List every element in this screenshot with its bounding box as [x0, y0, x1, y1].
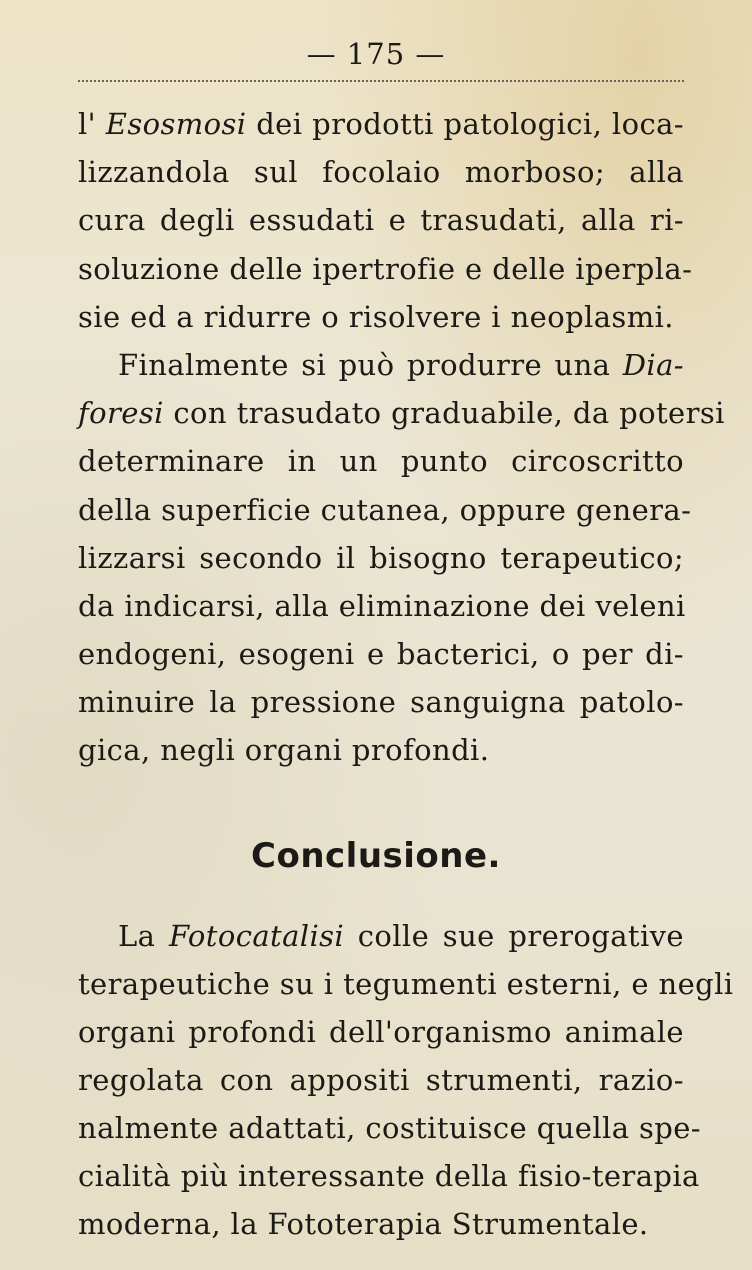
italic-term: Fotocatalisi	[169, 919, 345, 953]
text-line: moderna, la Fototerapia Strumentale.	[78, 1207, 649, 1241]
text-line: foresi con trasudato graduabile, da potersi	[78, 396, 725, 430]
text-line: lizzandola sul focolaio morboso; alla	[78, 155, 684, 189]
text-line: Finalmente si può produrre una Dia-	[118, 348, 684, 382]
text-line: endogeni, esogeni e bacterici, o per di-	[78, 637, 684, 671]
italic-term: Dia-	[622, 348, 684, 382]
text-line: gica, negli organi profondi.	[78, 733, 490, 767]
page-number: — 175 —	[306, 37, 446, 71]
header-dotted-rule	[78, 80, 684, 82]
text-line: sie ed a ridurre o risolvere i neoplasmi.	[78, 300, 674, 334]
text-line: regolata con appositi strumenti, razio-	[78, 1063, 684, 1097]
text-line: terapeutiche su i tegumenti esterni, e negli	[78, 967, 734, 1001]
text-line: La Fotocatalisi colle sue prerogative	[118, 919, 684, 953]
text-line: minuire la pressione sanguigna patolo-	[78, 685, 684, 719]
section-heading: Conclusione.	[251, 836, 501, 876]
text-line: determinare in un punto circoscritto	[78, 444, 684, 478]
text-line: organi profondi dell'organismo animale	[78, 1015, 684, 1049]
text-line: soluzione delle ipertrofie e delle iperpla-	[78, 252, 693, 286]
text-line: della superficie cutanea, oppure genera-	[78, 493, 692, 527]
italic-term: Esosmosi	[105, 107, 247, 141]
text-line: cialità più interessante della fisio-terapia	[78, 1159, 700, 1193]
text-line: l' Esosmosi dei prodotti patologici, loca-	[78, 107, 684, 141]
text-line: lizzarsi secondo il bisogno terapeutico;	[78, 541, 684, 575]
text-line: da indicarsi, alla eliminazione dei veleni	[78, 589, 686, 623]
text-line: nalmente adattati, costituisce quella spe-	[78, 1111, 702, 1145]
text-line: cura degli essudati e trasudati, alla ri-	[78, 203, 684, 237]
italic-term: foresi	[78, 396, 164, 430]
